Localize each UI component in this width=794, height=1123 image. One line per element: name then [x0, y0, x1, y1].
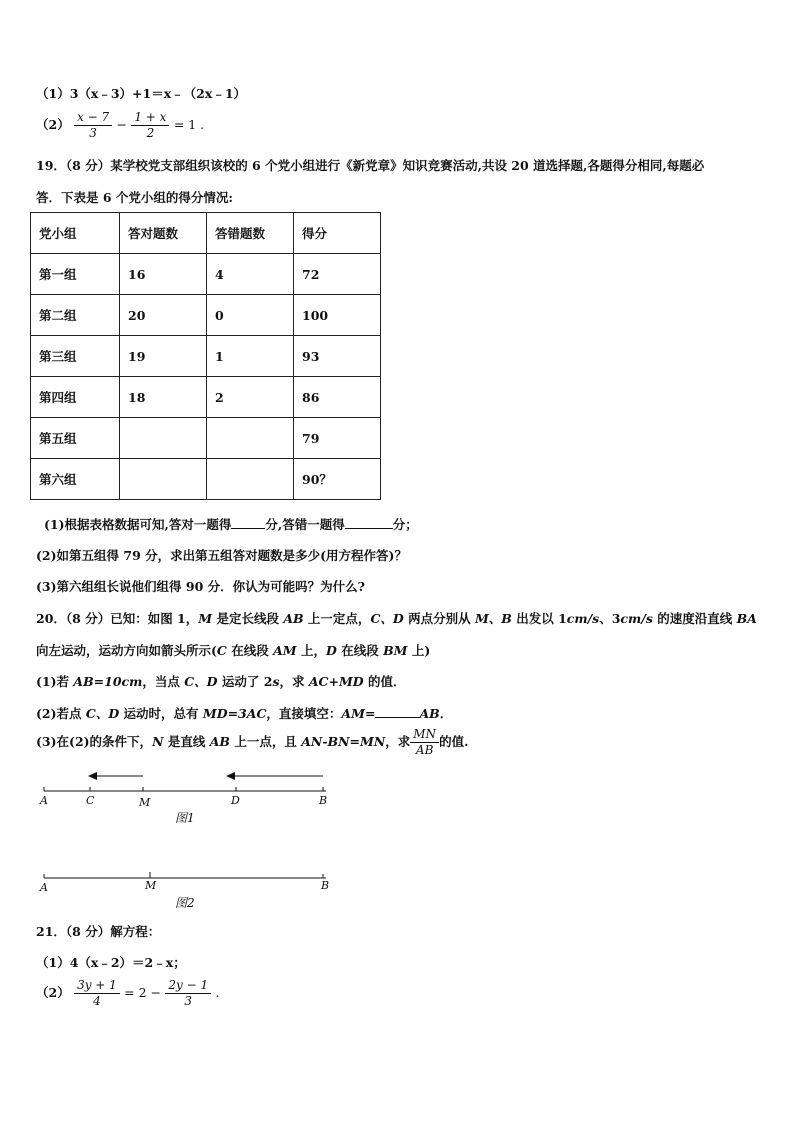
- q20-text: 20．（8 分）已知：如图 1，: [36, 611, 199, 626]
- q20-var: AB: [209, 734, 230, 749]
- q20-var: N: [152, 734, 164, 749]
- q21-part1: （1）4（x﹣2）＝2﹣x；: [36, 955, 186, 970]
- q20-text: (2)若点: [36, 706, 86, 721]
- ratio-num: MN: [410, 727, 439, 743]
- q20-text: ，求: [385, 734, 411, 749]
- eq18-rhs: = 1 .: [173, 117, 205, 132]
- q20-text: 出发以 1: [511, 611, 567, 626]
- label-b: B: [319, 794, 328, 807]
- label-m: M: [145, 879, 157, 892]
- table-cell: 90？: [294, 459, 381, 500]
- table-header-cell: 得分: [294, 213, 381, 254]
- q21-mid: = 2 −: [124, 985, 162, 1000]
- q20-intro-line2: [36, 641, 430, 659]
- q20-text: 上): [407, 643, 431, 658]
- q21-fraction-2: [165, 978, 211, 1009]
- q19-intro-line1: 19．（8 分）某学校党支部组织该校的 6 个党小组进行《新党章》知识竞赛活动,共设 20 道选择题,各题得分相同,每题必: [36, 158, 705, 173]
- q20-text: 向左运动，运动方向如箭头所示(: [36, 643, 217, 658]
- eq18-part2-prefix: （2）: [36, 117, 70, 132]
- q21-end: .: [215, 985, 220, 1000]
- q20-var: BM: [383, 643, 408, 658]
- q20-intro-line1: [36, 609, 757, 627]
- q20-text: 上，: [296, 643, 326, 658]
- q20-unit: cm/s: [620, 611, 653, 626]
- q20-var: C: [216, 643, 227, 658]
- q20-text: 运动了 2: [217, 674, 273, 689]
- q19-sub1: [44, 515, 418, 533]
- answer-blank: [231, 518, 265, 529]
- q20-var: M、B: [474, 611, 512, 626]
- eq18-f2-den: 2: [146, 126, 155, 140]
- table-cell: 20: [120, 295, 207, 336]
- arrow-left-icon: [226, 772, 323, 780]
- q20-var: BA: [736, 611, 757, 626]
- table-cell: [207, 418, 294, 459]
- table-cell: 第二组: [31, 295, 120, 336]
- table-cell: 93: [294, 336, 381, 377]
- table-cell: 100: [294, 295, 381, 336]
- table-row: [31, 377, 381, 418]
- q20-text: 是定长线段: [212, 611, 284, 626]
- q19-sub2: (2)如第五组得 79 分，求出第五组答对题数是多少(用方程作答)？: [36, 548, 407, 563]
- ratio-den: AB: [415, 743, 434, 757]
- q20-text: ，当点: [142, 674, 185, 689]
- q20-text: 在线段: [226, 643, 274, 658]
- table-cell: 79: [294, 418, 381, 459]
- eq18-f1-den: 3: [89, 126, 97, 140]
- q20-var: AC+MD: [308, 674, 364, 689]
- q19-sub1-text-a: (1)根据表格数据可知,答对一题得: [44, 517, 232, 532]
- q20-text: 上一定点，: [303, 611, 371, 626]
- table-row: [31, 295, 381, 336]
- table-header-cell: 答对题数: [120, 213, 207, 254]
- table-cell: [207, 459, 294, 500]
- eq18-minus: −: [116, 117, 127, 132]
- q20-var: MD=3AC: [202, 706, 267, 721]
- table-cell: 第五组: [31, 418, 120, 459]
- table-row: [31, 459, 381, 500]
- q20-text: 的值.: [439, 734, 469, 749]
- arrow-left-icon: [88, 772, 143, 780]
- table-cell: 2: [207, 377, 294, 418]
- q20-sub1: [36, 672, 406, 690]
- label-a: A: [40, 794, 48, 807]
- q19-sub1-text-b: 分,答错一题得: [265, 517, 345, 532]
- label-m: M: [139, 796, 151, 809]
- q20-var: AB: [419, 706, 440, 721]
- q20-var: M: [198, 611, 213, 626]
- table-header-row: [31, 213, 381, 254]
- table-cell: 1: [207, 336, 294, 377]
- label-c: C: [86, 794, 95, 807]
- q19-intro-line2: 答．下表是 6 个党小组的得分情况:: [36, 190, 234, 205]
- q19-sub1-text-c: 分；: [392, 517, 418, 532]
- q20-unit: s: [272, 674, 280, 689]
- q21-title: 21．（8 分）解方程：: [36, 924, 161, 939]
- score-table: [30, 212, 381, 500]
- q20-text: 运动时，总有: [119, 706, 203, 721]
- eq18-fraction-2: [131, 110, 169, 141]
- q20-var: AM: [273, 643, 297, 658]
- eq18-f1-num: x − 7: [74, 110, 112, 126]
- table-cell: 4: [207, 254, 294, 295]
- q20-sub2: [36, 704, 452, 722]
- q20-var: D: [326, 643, 337, 658]
- q20-sub3: [36, 727, 468, 758]
- table-cell: 18: [120, 377, 207, 418]
- figure-2-caption: 图2: [175, 896, 195, 910]
- q20-text: (3)在(2)的条件下，: [36, 734, 153, 749]
- q20-text: 两点分别从: [403, 611, 475, 626]
- figure-2: [0, 860, 360, 915]
- figure-1-caption: 图1: [175, 811, 195, 825]
- q19-sub3: (3)第六组组长说他们组得 90 分．你认为可能吗？为什么?: [36, 579, 365, 594]
- answer-blank: [375, 707, 419, 718]
- q20-var: AM=: [341, 706, 376, 721]
- table-row: [31, 336, 381, 377]
- figure-1: [0, 760, 360, 830]
- q20-text: ，直接填空：: [266, 706, 342, 721]
- eq18-part1: （1）3（x﹣3）+1＝x﹣（2x﹣1）: [36, 86, 247, 101]
- table-cell: [120, 418, 207, 459]
- table-cell: 16: [120, 254, 207, 295]
- q21-f2-den: 3: [184, 994, 193, 1008]
- q20-var: C、D: [184, 674, 218, 689]
- table-cell: [120, 459, 207, 500]
- label-d: D: [231, 794, 240, 807]
- eq18-f2-num: 1 + x: [131, 110, 169, 126]
- answer-blank: [345, 518, 393, 529]
- q20-var: C、D: [370, 611, 404, 626]
- q20-text: (1)若: [36, 674, 74, 689]
- q20-text: ，求: [279, 674, 309, 689]
- table-cell: 86: [294, 377, 381, 418]
- q21-f1-num: 3y + 1: [74, 978, 120, 994]
- table-cell: 19: [120, 336, 207, 377]
- table-cell: 72: [294, 254, 381, 295]
- q21-part2: [36, 978, 219, 1009]
- table-cell: 第三组: [31, 336, 120, 377]
- q21-fraction-1: [74, 978, 120, 1009]
- ratio-fraction: [410, 727, 439, 758]
- q20-text: 在线段: [336, 643, 384, 658]
- q20-unit: cm/s: [566, 611, 600, 626]
- q20-text: 的值．: [363, 674, 406, 689]
- eq18-fraction-1: [74, 110, 112, 141]
- eq18-part2: [36, 110, 204, 141]
- table-cell: 0: [207, 295, 294, 336]
- label-a: A: [40, 881, 48, 894]
- table-cell: 第六组: [31, 459, 120, 500]
- table-header-cell: 党小组: [31, 213, 120, 254]
- table-cell: 第一组: [31, 254, 120, 295]
- q20-text: 的速度沿直线: [652, 611, 737, 626]
- q20-var: AN-BN=MN: [301, 734, 386, 749]
- q21-part2-prefix: （2）: [36, 985, 70, 1000]
- q20-text: ．: [439, 706, 453, 721]
- label-b: B: [321, 879, 330, 892]
- q20-text: 是直线: [163, 734, 210, 749]
- q20-text: 、3: [599, 611, 621, 626]
- table-row: [31, 254, 381, 295]
- q20-var: C、D: [85, 706, 120, 721]
- q20-var: AB: [283, 611, 304, 626]
- table-cell: 第四组: [31, 377, 120, 418]
- table-row: [31, 418, 381, 459]
- q21-f1-den: 4: [93, 994, 101, 1008]
- table-header-cell: 答错题数: [207, 213, 294, 254]
- q20-var: AB=10cm: [73, 674, 143, 689]
- q21-f2-num: 2y − 1: [165, 978, 211, 994]
- q20-text: 上一点，且: [229, 734, 302, 749]
